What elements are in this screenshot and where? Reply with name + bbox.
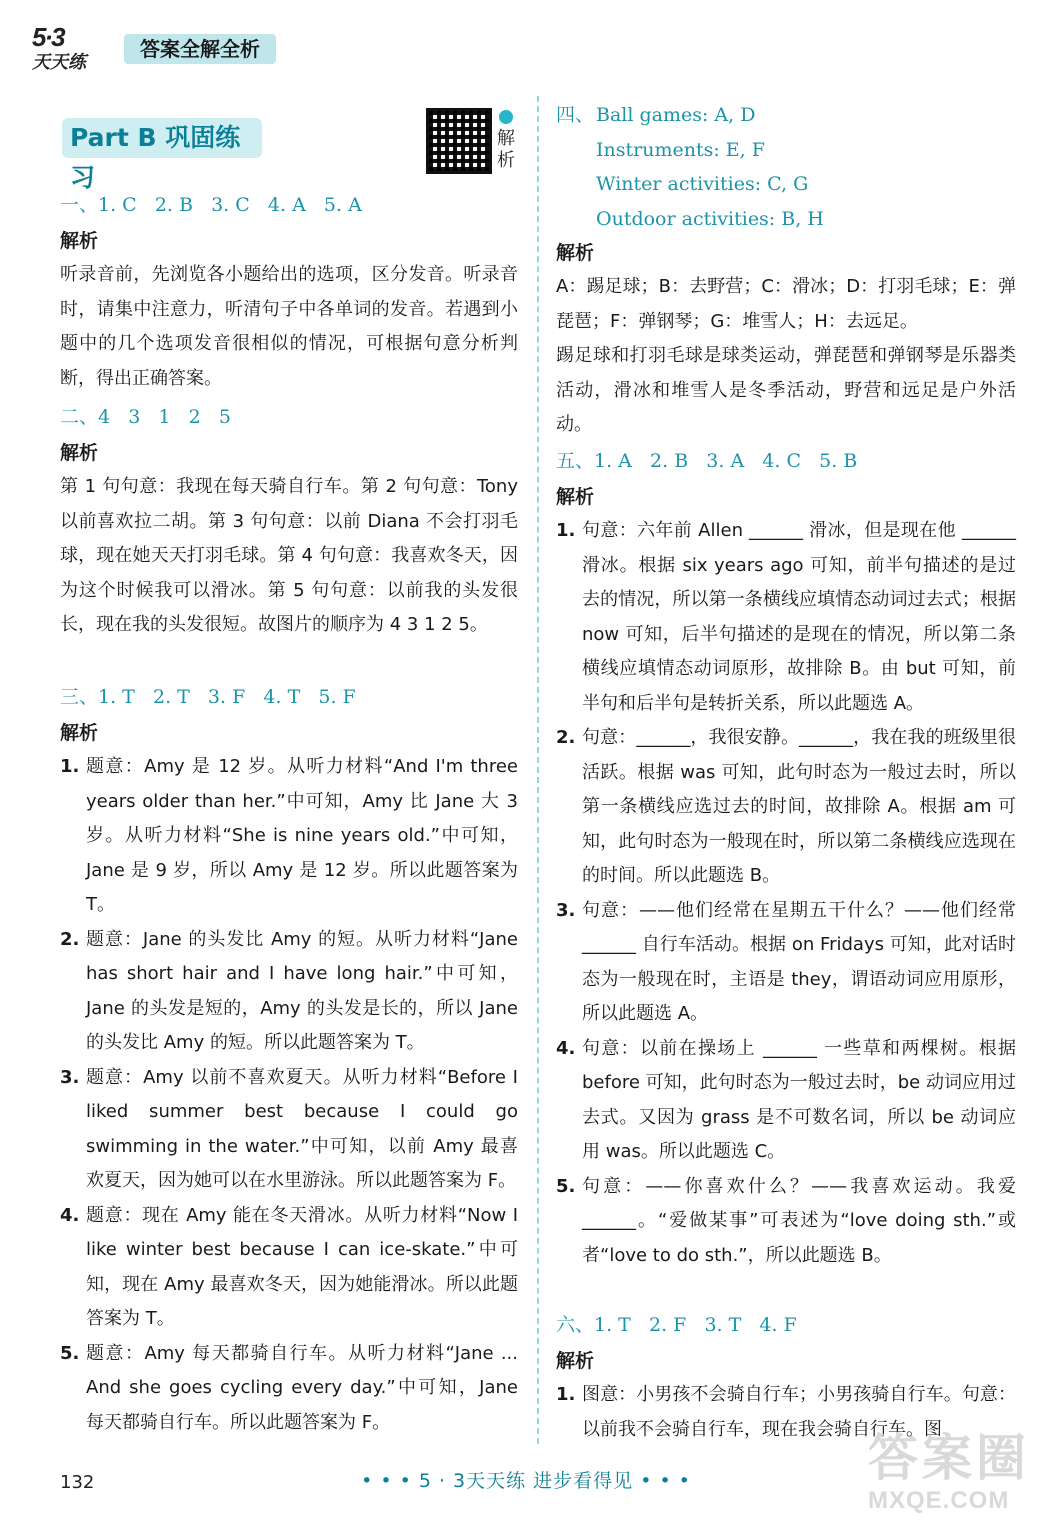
section-3-head: 三、: [60, 686, 99, 708]
section-4: [556, 98, 1016, 443]
part-title: Part B 巩固练习: [62, 118, 262, 158]
section-6-analysis-heading: 解析: [556, 1350, 595, 1372]
section-5-analysis-heading: 解析: [556, 486, 595, 508]
logo-number: 5·3: [32, 22, 64, 52]
section-3-analysis-heading: 解析: [60, 722, 99, 744]
list-item: 2. 句意：______，我很安静。______，我在我的班级里很活跃。根据 was 可知，此句时态为一般过去时，所以第一条横线应选过去的时间，故排除 A。根据 am 可知，此句时态为一般现在时，所以第二条横线应选现在的时间。所以此题选 B。: [556, 727, 1016, 886]
section-1-answer: [60, 192, 518, 218]
list-item: 3. 题意：Amy 以前不喜欢夏天。从听力材料“Before I liked summer best because I could go swimming in the water.”中可知，以前 Amy 最喜欢夏天，因为她可以在水里游泳。所以此题答案为 F。: [60, 1066, 518, 1191]
section-5-answer: [556, 448, 1016, 474]
list-item: 1. 题意：Amy 是 12 岁。从听力材料“And I'm three years older than her.”中可知，Amy 比 Jane 大 3 岁。从听力材料“She is nine years old.”中可知，Jane 是 9 岁，所以 Amy 是 12 岁。所以此题答案为 T。: [60, 756, 518, 915]
qr-label: 解析: [497, 128, 515, 171]
section-5-items: [556, 514, 1016, 1273]
section-6: [556, 1312, 1016, 1447]
list-item: 1. 句意：六年前 Allen ______ 滑冰，但是现在他 ______ 滑冰。根据 six years ago 可知，前半句描述的是过去的情况，所以第一条横线应填情态动词过去式；根据 now 可知，后半句描述的是现在的情况，所以第二条横线应填情态动词原形，故排除 B。由 but 可知，前半句和后半句是转折关系，所以此题选 A。: [556, 520, 1016, 714]
section-3-answer: [60, 684, 518, 710]
list-item: 1. 图意：小男孩不会骑自行车；小男孩骑自行车。句意：以前我不会骑自行车，现在我会骑自行车。图: [556, 1384, 1016, 1440]
section-2-analysis-text: 第 1 句句意：我现在每天骑自行车。第 2 句句意：Tony 以前喜欢拉二胡。第 3 句句意：以前 Diana 不会打羽毛球，现在她天天打羽毛球。第 4 句句意：我喜欢冬天，因为这个时候我可以滑冰。第 5 句句意：以前我的头发很长，现在我的头发很短。故图片的顺序为 4 3 1 2 5。: [60, 476, 518, 635]
section-2-analysis-heading: 解析: [60, 442, 99, 464]
section-4-answer: [556, 98, 1016, 236]
footer-slogan: • • • 5 · 3天天练 进步看得见 • • •: [361, 1470, 691, 1492]
watermark-logo: [868, 1430, 1038, 1530]
section-2: [60, 404, 518, 643]
section-4-analysis-text-1: A：踢足球；B：去野营；C：滑冰；D：打羽毛球；E：弹琵琶；F：弹钢琴；G：堆雪人；H：去远足。: [556, 276, 1016, 332]
section-6-head: 六、: [556, 1314, 595, 1336]
page-number: 132: [60, 1472, 95, 1493]
section-2-answer-text: 4 3 1 2 5: [98, 406, 231, 428]
section-2-answer: [60, 404, 518, 430]
list-item: 4. 句意：以前在操场上 ______ 一些草和两棵树。根据 before 可知，此句时态为一般过去时，be 动词应用过去式。又因为 grass 是不可数名词，所以 be 动词应用 was。所以此题选 C。: [556, 1037, 1016, 1162]
page-header: [28, 22, 328, 76]
section-3-items: [60, 750, 518, 1440]
section-5-answer-text: 1. A 2. B 3. A 4. C 5. B: [594, 450, 858, 472]
category-ball-games: Ball games: A, D: [596, 104, 756, 126]
play-icon[interactable]: [499, 110, 513, 124]
watermark-line-1: 答案圈: [868, 1429, 1030, 1487]
section-1-answer-text: 1. C 2. B 3. C 4. A 5. A: [98, 194, 362, 216]
section-3: [60, 684, 518, 1440]
header-tag: 答案全解全析: [124, 34, 276, 64]
column-divider: [537, 96, 539, 1444]
section-6-answer-text: 1. T 2. F 3. T 4. F: [594, 1314, 797, 1336]
list-item: 3. 句意：——他们经常在星期五干什么？——他们经常 ______ 自行车活动。根据 on Fridays 可知，此对话时态为一般现在时，主语是 they，谓语动词应用原形，所以此题选 A。: [556, 899, 1016, 1024]
category-instruments: Instruments: E, F: [596, 138, 765, 161]
list-item: 5. 句意：——你喜欢什么？——我喜欢运动。我爱 ______。“爱做某事”可表述为“love doing sth.”或者“love to do sth.”，所以此题选 B。: [556, 1175, 1016, 1266]
category-outdoor-activities: Outdoor activities: B, H: [596, 207, 824, 230]
section-1-head: 一、: [60, 194, 99, 216]
section-1-analysis-text: 听录音前，先浏览各小题给出的选项，区分发音。听录音时，请集中注意力，听清句子中各单词的发音。若遇到小题中的几个选项发音很相似的情况，可根据句意分析判断，得出正确答案。: [60, 264, 518, 389]
section-4-head: 四、: [556, 104, 595, 126]
section-5: [556, 448, 1016, 1273]
brand-logo: [28, 22, 112, 76]
section-2-head: 二、: [60, 406, 99, 428]
section-4-analysis-heading: 解析: [556, 242, 595, 264]
section-5-head: 五、: [556, 450, 595, 472]
section-3-answer-text: 1. T 2. T 3. F 4. T 5. F: [98, 686, 356, 708]
list-item: 4. 题意：现在 Amy 能在冬天滑冰。从听力材料“Now I like winter best because I can ice-skate.”中可知，现在 Amy 最喜欢冬天，因为她能滑冰。所以此题答案为 T。: [60, 1204, 518, 1329]
section-1-analysis-heading: 解析: [60, 230, 99, 252]
category-winter-activities: Winter activities: C, G: [596, 173, 809, 195]
list-item: 2. 题意：Jane 的头发比 Amy 的短。从听力材料“Jane has short hair and I have long hair.”中可知，Jane 的头发是短的，Amy 的头发是长的，所以 Jane 的头发比 Amy 的短。所以此题答案为 T。: [60, 928, 518, 1053]
qr-code-icon[interactable]: [426, 108, 492, 174]
logo-subtitle: 天天练: [32, 52, 86, 72]
section-1: [60, 192, 518, 396]
section-4-analysis-text-2: 踢足球和打羽毛球是球类运动，弹琵琶和弹钢琴是乐器类活动，滑冰和堆雪人是冬季活动，野营和远足是户外活动。: [556, 345, 1016, 435]
section-6-answer: [556, 1312, 1016, 1338]
section-4-categories: [556, 98, 1016, 236]
list-item: 5. 题意：Amy 每天都骑自行车。从听力材料“Jane ... And she goes cycling every day.”中可知，Jane 每天都骑自行车。所以此题答案为 F。: [60, 1342, 518, 1433]
watermark-line-2: MXQE.COM: [868, 1487, 1010, 1514]
